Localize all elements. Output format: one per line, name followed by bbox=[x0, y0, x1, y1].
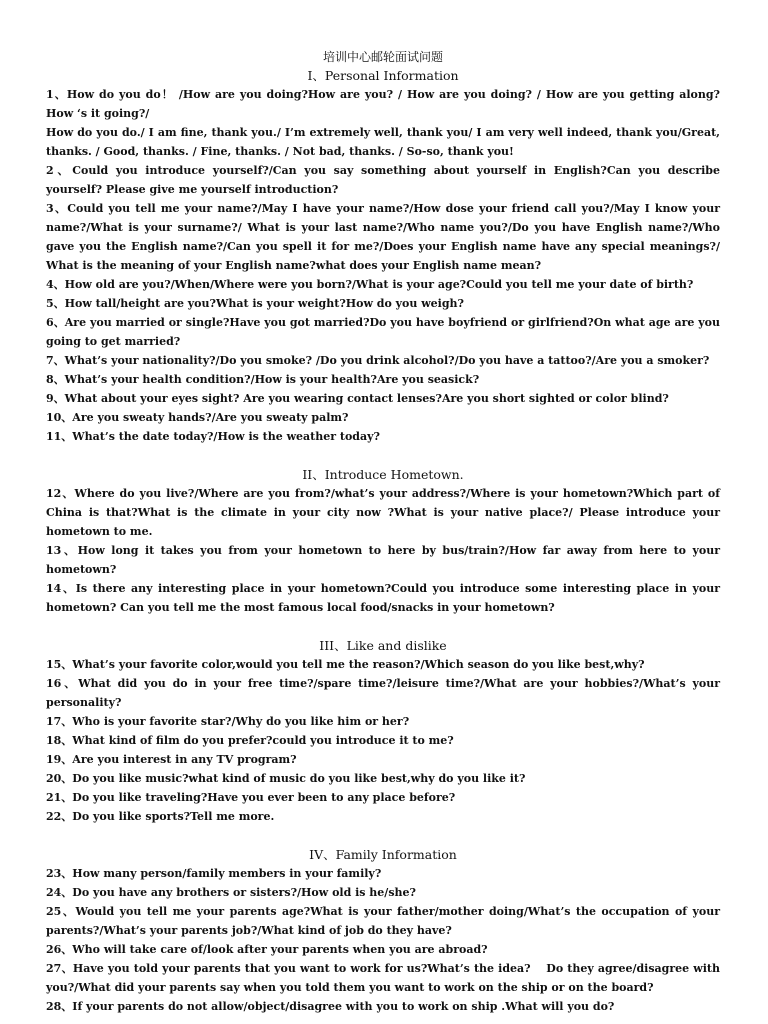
section-spacer bbox=[46, 826, 720, 845]
question-line: 17、Who is your favorite star?/Why do you like him or her? bbox=[46, 715, 410, 728]
question-line: 2、Could you introduce yourself?/Can you say something about yourself in English?Can you describe yourself? Please give me yourself introduction? bbox=[46, 164, 720, 196]
question-line: 22、Do you like sports?Tell me more. bbox=[46, 810, 275, 823]
question-line: 21、Do you like traveling?Have you ever been to any place before? bbox=[46, 791, 456, 804]
question-line: 12、Where do you live?/Where are you from?/what’s your address?/Where is your hometown?Which part of China is that?What is the climate in your city now ?What is your native place?/ Please introduce your hometown to me. bbox=[46, 487, 720, 538]
question-line: 18、What kind of film do you prefer?could you introduce it to me? bbox=[46, 734, 454, 747]
section-family-information bbox=[46, 845, 720, 1016]
question-line: 23、How many person/family members in your family? bbox=[46, 867, 382, 880]
question-line: 20、Do you like music?what kind of music do you like best,why do you like it? bbox=[46, 772, 526, 785]
question-line: 7、What’s your nationality?/Do you smoke? /Do you drink alcohol?/Do you have a tattoo?/Are you a smoker? bbox=[46, 354, 710, 367]
question-line: 5、How tall/height are you?What is your weight?How do you weigh? bbox=[46, 297, 464, 310]
section-heading: IV、Family Information bbox=[309, 847, 457, 862]
section-introduce-hometown bbox=[46, 465, 720, 617]
section-heading: I、Personal Information bbox=[307, 68, 459, 83]
section-spacer bbox=[46, 617, 720, 636]
question-line: 14、Is there any interesting place in your hometown?Could you introduce some interesting place in your hometown? Can you tell me the most famous local food/snacks in your hometown? bbox=[46, 582, 720, 614]
question-line: 15、What’s your favorite color,would you tell me the reason?/Which season do you like best,why? bbox=[46, 658, 645, 671]
question-line: 24、Do you have any brothers or sisters?/How old is he/she? bbox=[46, 886, 416, 899]
question-line: 6、Are you married or single?Have you got married?Do you have boyfriend or girlfriend?On what age are you going to get married? bbox=[46, 316, 720, 348]
question-line: 27、Have you told your parents that you want to work for us?What’s the idea? Do they agree/disagree with you?/What did your parents say when you told them you want to work on the ship or on the board? bbox=[46, 962, 720, 994]
section-heading: II、Introduce Hometown. bbox=[302, 467, 464, 482]
question-line: 16、What did you do in your free time?/spare time?/leisure time?/What are your hobbies?/What’s your personality? bbox=[46, 677, 720, 709]
answer-line: How do you do./ I am fine, thank you./ I’m extremely well, thank you/ I am very well indeed, thank you/Great, thanks. / Good, thanks. / Fine, thanks. / Not bad, thanks. / So-so, thank you! bbox=[46, 126, 720, 158]
question-line: 25、Would you tell me your parents age?What is your father/mother doing/What’s the occupation of your parents?/What’s your parents job?/What kind of job do they have? bbox=[46, 905, 720, 937]
section-spacer bbox=[46, 446, 720, 465]
question-line: 8、What’s your health condition?/How is your health?Are you seasick? bbox=[46, 373, 480, 386]
question-line: 26、Who will take care of/look after your parents when you are abroad? bbox=[46, 943, 488, 956]
question-line: 4、How old are you?/When/Where were you born?/What is your age?Could you tell me your date of birth? bbox=[46, 278, 694, 291]
question-line: 13、How long it takes you from your hometown to here by bus/train?/How far away from here to your hometown? bbox=[46, 544, 720, 576]
section-like-and-dislike bbox=[46, 636, 720, 826]
section-heading: III、Like and dislike bbox=[319, 638, 447, 653]
document-title: 培训中心邮轮面试问题 bbox=[322, 50, 443, 64]
question-line: 19、Are you interest in any TV program? bbox=[46, 753, 297, 766]
question-line: 1、How do you do！ /How are you doing?How are you? / How are you doing? / How are you getting along?How ‘s it going?/ bbox=[46, 88, 720, 120]
section-personal-information bbox=[46, 66, 720, 446]
question-line: 28、If your parents do not allow/object/disagree with you to work on ship .What will you do? bbox=[46, 1000, 615, 1013]
question-line: 9、What about your eyes sight? Are you wearing contact lenses?Are you short sighted or color blind? bbox=[46, 392, 669, 405]
question-line: 3、Could you tell me your name?/May I have your name?/How dose your friend call you?/May I know your name?/What is your surname?/ What is your last name?/Who name you?/Do you have English name?/Who gave you the English name?/Can you spell it for me?/Does your English name have any special meanings?/ What is the meaning of your English name?what does your English name mean? bbox=[46, 202, 720, 272]
question-line: 11、What’s the date today?/How is the weather today? bbox=[46, 430, 380, 443]
question-line: 10、Are you sweaty hands?/Are you sweaty palm? bbox=[46, 411, 349, 424]
